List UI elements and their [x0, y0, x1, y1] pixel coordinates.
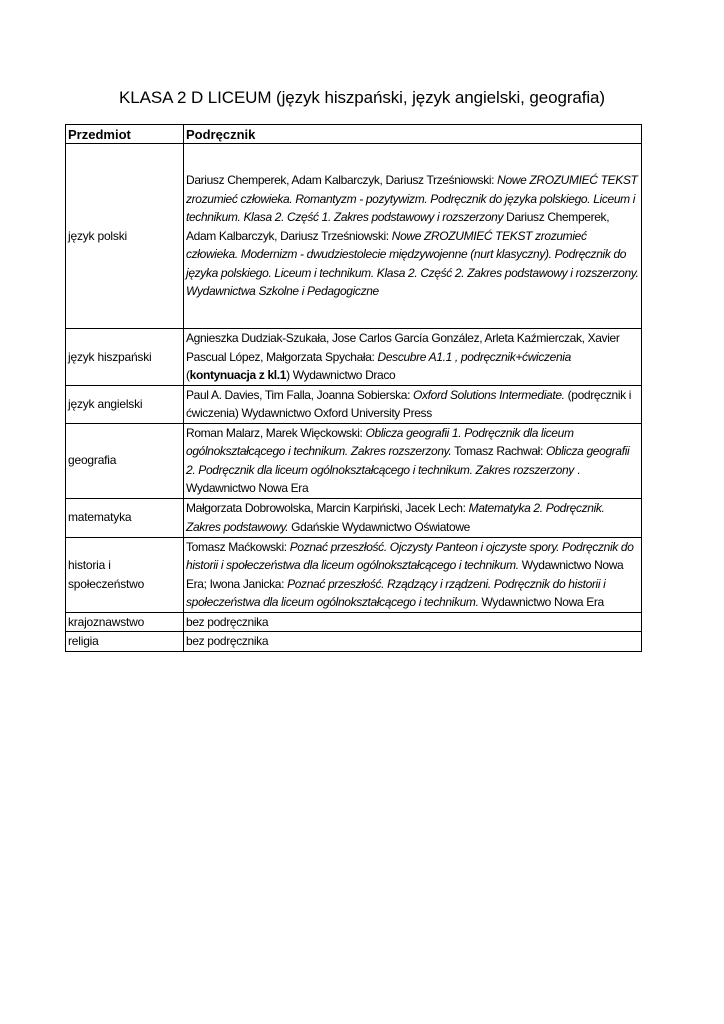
textbook-cell: Agnieszka Dudziak-Szukała, Jose Carlos García González, Arleta Kaźmierczak, Xavier Pascual López, Małgorzata Spychała: Descubre A1.1 , podręcznik+ćwiczenia (kontynuacja z kl.1) Wydawnictwo Draco — [184, 329, 642, 386]
table-row-tourism — [66, 612, 642, 632]
header-textbook: Podręcznik — [184, 125, 642, 144]
textbook-cell: bez podręcznika — [184, 612, 642, 632]
textbook-cell: Małgorzata Dobrowolska, Marcin Karpiński, Jacek Lech: Matematyka 2. Podręcznik. Zakres podstawowy. Gdańskie Wydawnictwo Oświatowe — [184, 498, 642, 537]
textbook-cell: bez podręcznika — [184, 632, 642, 652]
table-row-religion — [66, 632, 642, 652]
table-row-spanish — [66, 329, 642, 386]
subject-cell: religia — [66, 632, 184, 652]
textbook-cell: Roman Malarz, Marek Więckowski: Oblicza geografii 1. Podręcznik dla liceum ogólnokształcącego i technikum. Zakres rozszerzony. Tomasz Rachwał: Oblicza geografii 2. Podręcznik dla liceum ogólnokształcącego i technikum. Zakres rozszerzony . Wydawnictwo Nowa Era — [184, 423, 642, 498]
header-subject: Przedmiot — [66, 125, 184, 144]
subject-cell: język polski — [66, 144, 184, 329]
subject-cell: historia i społeczeństwo — [66, 537, 184, 612]
subject-cell: język hiszpański — [66, 329, 184, 386]
table-row-polish — [66, 144, 642, 329]
table-header-row — [66, 125, 642, 144]
textbook-cell: Paul A. Davies, Tim Falla, Joanna Sobierska: Oxford Solutions Intermediate. (podręcznik i ćwiczenia) Wydawnictwo Oxford University Press — [184, 385, 642, 423]
textbook-cell: Tomasz Maćkowski: Poznać przeszłość. Ojczysty Panteon i ojczyste spory. Podręcznik do historii i społeczeństwa dla liceum ogólnokształcącego i technikum. Wydawnictwo Nowa Era; Iwona Janicka: Poznać przeszłość. Rządzący i rządzeni. Podręcznik do historii i społeczeństwa dla liceum ogólnokształcącego i technikum. Wydawnictwo Nowa Era — [184, 537, 642, 612]
subject-cell: matematyka — [66, 498, 184, 537]
subject-cell: geografia — [66, 423, 184, 498]
subject-cell: krajoznawstwo — [66, 612, 184, 632]
subject-cell: język angielski — [66, 385, 184, 423]
table-row-geography — [66, 423, 642, 498]
page-title: KLASA 2 D LICEUM (język hiszpański, język angielski, geografia) — [119, 88, 605, 107]
textbook-cell: Dariusz Chemperek, Adam Kalbarczyk, Dariusz Trześniowski: Nowe ZROZUMIEĆ TEKST zrozumieć człowieka. Romantyzm - pozytywizm. Podręcznik do języka polskiego. Liceum i technikum. Klasa 2. Część 1. Zakres podstawowy i rozszerzony Dariusz Chemperek, Adam Kalbarczyk, Dariusz Trześniowski: Nowe ZROZUMIEĆ TEKST zrozumieć człowieka. Modernizm - dwudziestolecie międzywojenne (nurt klasyczny). Podręcznik do języka polskiego. Liceum i technikum. Klasa 2. Część 2. Zakres podstawowy i rozszerzony. Wydawnictwa Szkolne i Pedagogiczne — [184, 144, 642, 329]
table-row-math — [66, 498, 642, 537]
table-row-english — [66, 385, 642, 423]
table-row-history — [66, 537, 642, 612]
textbook-table — [65, 124, 642, 652]
